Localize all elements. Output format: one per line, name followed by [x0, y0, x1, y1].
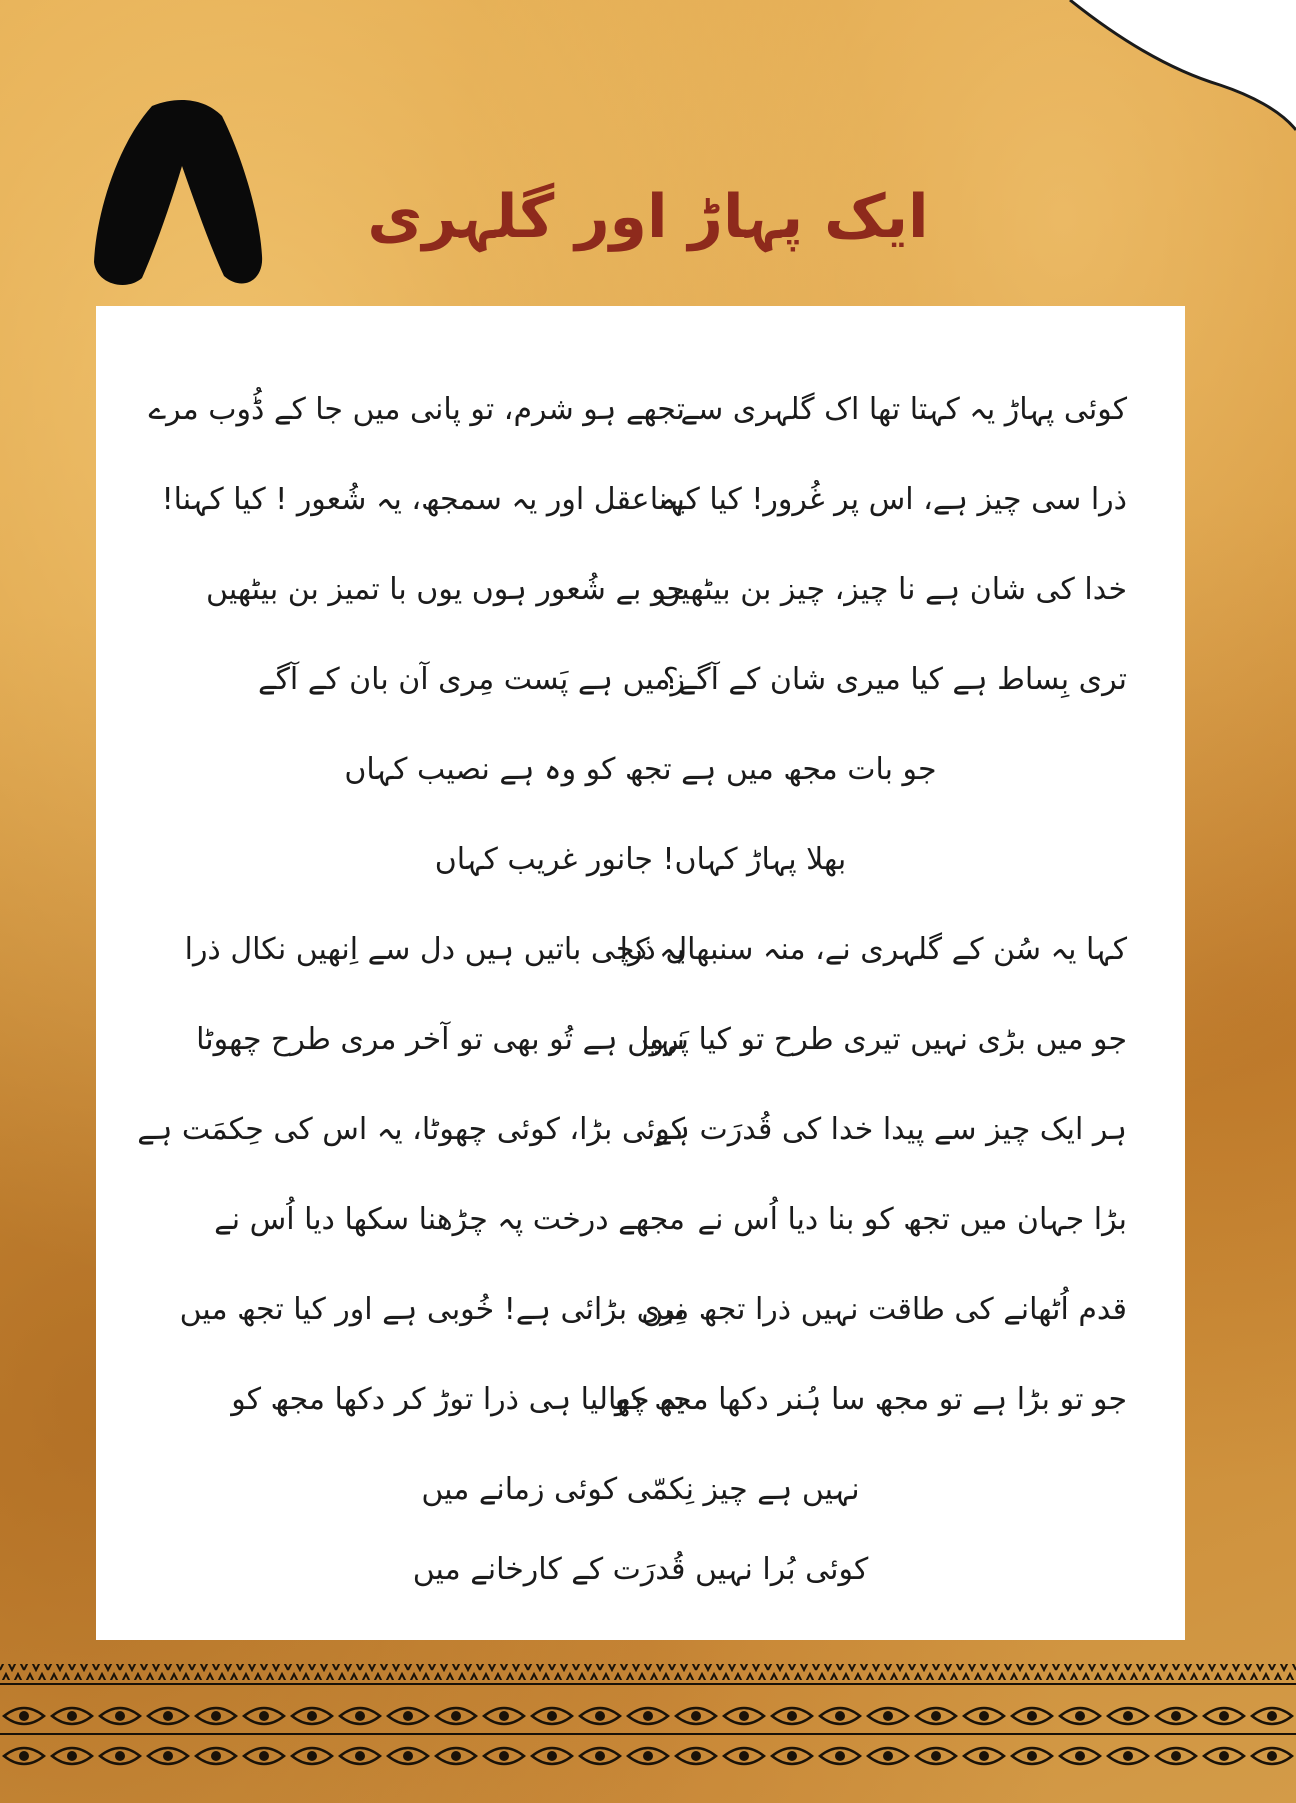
verse-line: ہر ایک چیز سے پیدا خدا کی قُدرَت ہے: [654, 1112, 1127, 1147]
refrain-line: [96, 836, 1185, 926]
verse-line: ذرا سی چیز ہے، اس پر غُرور! کیا کہنا: [649, 482, 1127, 517]
couplet-1: [96, 386, 1185, 476]
verse-line: جو میں بڑی نہیں تیری طرح تو کیا پَروا: [641, 1022, 1127, 1057]
verse-line: خدا کی شان ہے نا چیز، چیز بن بیٹھیں: [658, 572, 1127, 607]
verse-line: یہ کچی باتیں ہیں دل سے اِنھیں نکال ذرا: [184, 932, 685, 967]
verse-line: جو تو بڑا ہے تو مجھ سا ہُنر دکھا مجھ کو: [614, 1382, 1127, 1417]
verse-line: قدم اُٹھانے کی طاقت نہیں ذرا تجھ میں: [641, 1292, 1127, 1327]
verse-line: کوئی بڑا، کوئی چھوٹا، یہ اس کی حِکمَت ہے: [137, 1112, 685, 1147]
refrain-line: [96, 746, 1185, 836]
verse-line: بڑا جہان میں تجھ کو بنا دیا اُس نے: [697, 1202, 1127, 1237]
couplet-3: [96, 566, 1185, 656]
couplet-7: [96, 1106, 1185, 1196]
verse-line: کوئی بُرا نہیں قُدرَت کے کارخانے میں: [412, 1552, 869, 1587]
refrain-line: [96, 1466, 1185, 1556]
verse-line: تری بِساط ہے کیا میری شان کے آگے؟: [662, 662, 1127, 697]
verse-line: زمیں ہے پَست مِری آن بان کے آگے: [258, 662, 685, 697]
verse-line: تجھے ہو شرم، تو پانی میں جا کے ڈُوب مرے: [148, 392, 685, 427]
verse-line: مجھے درخت پہ چڑھنا سکھا دیا اُس نے: [214, 1202, 685, 1237]
verse-line: یہ چھالیا ہی ذرا توڑ کر دکھا مجھ کو: [231, 1382, 685, 1417]
verse-line: نہیں ہے چیز نِکمّی کوئی زمانے میں: [421, 1472, 860, 1507]
decorative-border: [0, 1656, 1296, 1803]
poem-title: ایک پہاڑ اور گلہری: [367, 182, 929, 252]
poem-panel: [96, 306, 1185, 1640]
couplet-9: [96, 1286, 1185, 1376]
refrain-line: [96, 1546, 1185, 1636]
couplet-6: [96, 1016, 1185, 1106]
verse-line: یہ عقل اور یہ سمجھ، یہ شُعور ! کیا کہنا!: [161, 482, 685, 517]
couplet-5: [96, 926, 1185, 1016]
verse-line: جو بات مجھ میں ہے تجھ کو وہ ہے نصیب کہاں: [344, 752, 937, 787]
couplet-10: [96, 1376, 1185, 1466]
verse-line: جو بے شُعور ہوں یوں با تمیز بن بیٹھیں: [206, 572, 685, 607]
couplet-8: [96, 1196, 1185, 1286]
verse-line: بھلا پہاڑ کہاں! جانور غریب کہاں: [434, 842, 847, 877]
verse-line: کوئی پہاڑ یہ کہتا تھا اک گلہری سے: [680, 392, 1127, 427]
verse-line: کہا یہ سُن کے گلہری نے، منہ سنبھال ذرا: [619, 932, 1127, 967]
verse-line: نہیں ہے تُو بھی تو آخر مری طرح چھوٹا: [196, 1022, 685, 1057]
verse-line: نِری بڑائی ہے! خُوبی ہے اور کیا تجھ میں: [179, 1292, 685, 1327]
couplet-2: [96, 476, 1185, 566]
couplet-4: [96, 656, 1185, 746]
